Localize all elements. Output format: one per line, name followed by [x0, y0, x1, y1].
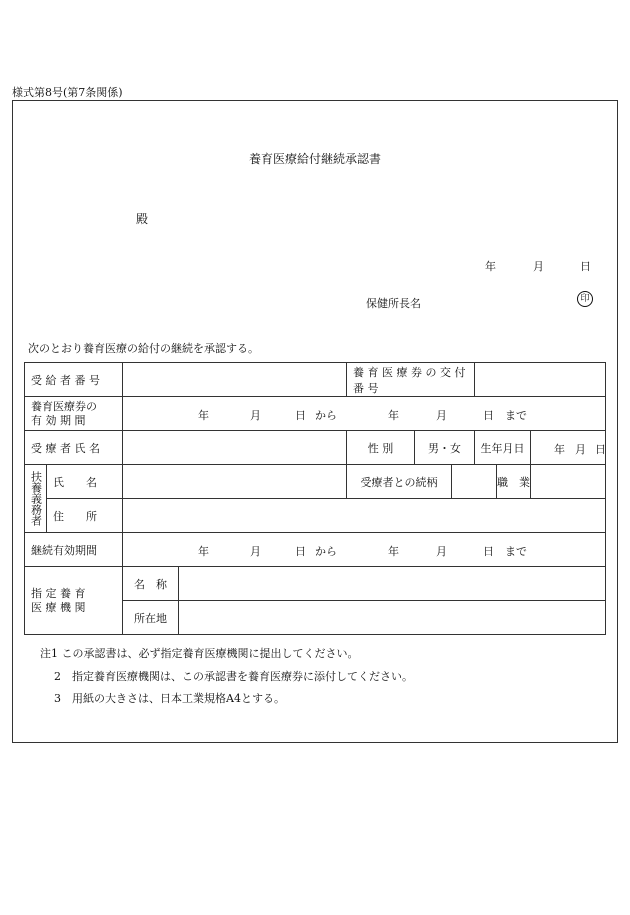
designated-facility-label	[25, 567, 123, 635]
validity-from-year: 年	[198, 409, 209, 422]
sex-options[interactable]: 男・女	[415, 431, 475, 465]
cont-to-year: 年	[388, 545, 399, 558]
patient-name-label: 受 療 者 氏 名	[25, 431, 123, 465]
note-text: 用紙の大きさは、日本工業規格A4とする。	[72, 692, 285, 705]
guardian-group-label: 扶養義務者	[25, 465, 47, 533]
birthdate-label: 生年月日	[475, 431, 531, 465]
note-text: 指定養育医療機関は、この承認書を養育医療券に添付してください。	[72, 669, 413, 683]
validity-from: から	[315, 409, 337, 422]
cont-from-month: 月	[250, 545, 261, 558]
validity-to-year: 年	[388, 409, 399, 422]
occupation-field[interactable]	[531, 465, 606, 499]
guardian-address-label: 住 所	[47, 499, 123, 533]
certificate-number-label: 養 育 医 療 券 の 交 付 番 号	[347, 363, 475, 397]
guardian-name-label: 氏 名	[47, 465, 123, 499]
note-number: 3	[54, 692, 61, 705]
note-number: 注1	[40, 647, 58, 660]
birthdate-field[interactable]	[531, 431, 606, 465]
note-item	[40, 643, 413, 666]
validity-to-month: 月	[436, 409, 447, 422]
seal-mark: 印	[577, 291, 593, 307]
addressee-honorific: 殿	[136, 212, 149, 226]
designated-line2: 医 療 機 関	[31, 600, 86, 614]
birth-day: 日	[595, 443, 607, 456]
designated-line1: 指 定 養 育	[31, 586, 86, 600]
certificate-number-field[interactable]	[475, 363, 606, 397]
validity-label-line2: 有 効 期 間	[31, 413, 86, 427]
occupation-label: 職 業	[497, 465, 531, 499]
sex-label: 性 別	[347, 431, 415, 465]
validity-from-day: 日	[295, 409, 306, 422]
cont-from-year: 年	[198, 545, 209, 558]
facility-name-field[interactable]	[179, 567, 606, 601]
birth-year: 年	[554, 443, 566, 456]
continuation-period-label: 継続有効期間	[25, 533, 123, 567]
note-item	[40, 688, 413, 711]
validity-label-line1: 養育医療券の	[31, 399, 97, 413]
approval-table	[24, 362, 606, 635]
guardian-name-field[interactable]	[123, 465, 347, 499]
relation-field[interactable]	[452, 465, 497, 499]
cont-until: まで	[505, 545, 527, 558]
validity-from-month: 月	[250, 409, 261, 422]
continuation-period-field[interactable]	[123, 533, 606, 567]
validity-to-day: 日	[483, 409, 494, 422]
validity-period-label	[25, 397, 123, 431]
note-number: 2	[54, 669, 61, 683]
relation-label: 受療者との続柄	[347, 465, 452, 499]
date-month: 月	[533, 260, 544, 273]
recipient-number-label: 受 給 者 番 号	[25, 363, 123, 397]
patient-name-field[interactable]	[123, 431, 347, 465]
recipient-number-field[interactable]	[123, 363, 347, 397]
facility-location-label: 所在地	[123, 601, 179, 635]
validity-period-field[interactable]	[123, 397, 606, 431]
date-year: 年	[485, 260, 496, 273]
form-number: 様式第8号(第7条関係)	[12, 86, 123, 99]
cont-to-day: 日	[483, 545, 494, 558]
validity-until: まで	[505, 409, 527, 422]
date-day: 日	[580, 260, 591, 273]
intro-text: 次のとおり養育医療の給付の継続を承認する。	[28, 342, 259, 355]
birth-month: 月	[575, 443, 587, 456]
cont-from: から	[315, 545, 337, 558]
note-text: この承認書は、必ず指定養育医療機関に提出してください。	[61, 647, 359, 660]
cont-to-month: 月	[436, 545, 447, 558]
document-title: 養育医療給付継続承認書	[248, 152, 381, 166]
issuer-name-label: 保健所長名	[366, 297, 421, 310]
cont-from-day: 日	[295, 545, 306, 558]
notes	[40, 643, 413, 711]
guardian-address-field[interactable]	[123, 499, 606, 533]
note-item	[40, 666, 413, 689]
facility-name-label: 名 称	[123, 567, 179, 601]
facility-location-field[interactable]	[179, 601, 606, 635]
